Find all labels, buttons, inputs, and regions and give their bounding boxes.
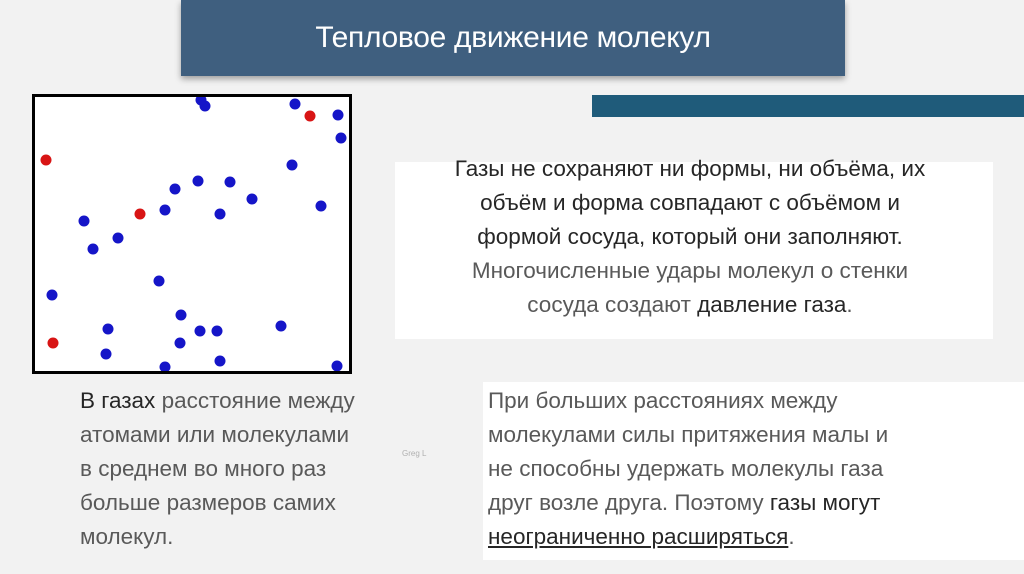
red-molecule xyxy=(135,209,146,220)
term-gases-can: газы могут xyxy=(769,490,881,515)
blue-molecule xyxy=(193,176,204,187)
red-molecule xyxy=(48,338,59,349)
p2-line1 xyxy=(80,384,410,418)
blue-molecule xyxy=(290,99,301,110)
blue-molecule xyxy=(170,184,181,195)
p2-line5: молекул. xyxy=(80,524,174,549)
p3-line4 xyxy=(488,486,1008,520)
blue-molecule xyxy=(336,133,347,144)
blue-molecule xyxy=(160,205,171,216)
p1-line5-prefix: сосуда создают xyxy=(527,292,698,317)
p1-line4: Многочисленные удары молекул о стенки xyxy=(471,258,909,283)
blue-molecule xyxy=(225,177,236,188)
blue-molecule xyxy=(79,216,90,227)
p2-line4: больше размеров самих xyxy=(80,490,336,515)
term-expand-unlimited: неограниченно расширяться xyxy=(488,524,789,549)
p1-line5-suffix: . xyxy=(846,292,853,317)
term-gas-pressure: давление газа xyxy=(697,292,847,317)
p3-line1: При больших расстояниях между xyxy=(488,388,838,413)
p1-line2: объём и форма совпадают с объёмом и xyxy=(480,190,900,215)
blue-molecule xyxy=(332,361,343,372)
p3-line2: молекулами силы притяжения малы и xyxy=(488,422,889,447)
blue-molecule xyxy=(215,356,226,367)
blue-molecule xyxy=(333,110,344,121)
p3-line5 xyxy=(488,520,1008,554)
watermark: Greg L xyxy=(402,449,427,458)
blue-molecule xyxy=(176,310,187,321)
term-in-gases: В газах xyxy=(80,388,156,413)
blue-molecule xyxy=(212,326,223,337)
blue-molecule xyxy=(113,233,124,244)
blue-molecule xyxy=(88,244,99,255)
p1-line5 xyxy=(400,288,980,322)
red-molecule xyxy=(305,111,316,122)
p2-line1-rest: расстояние между xyxy=(155,388,355,413)
blue-molecule xyxy=(195,326,206,337)
p3-line4-prefix: друг возле друга. Поэтому xyxy=(488,490,770,515)
blue-molecule xyxy=(154,276,165,287)
blue-molecule xyxy=(160,362,171,372)
blue-molecule xyxy=(316,201,327,212)
paragraph-gas-properties xyxy=(400,152,980,322)
paragraph-expansion xyxy=(488,384,1008,554)
blue-molecule xyxy=(276,321,287,332)
p1-line1: Газы не сохраняют ни формы, ни объёма, их xyxy=(454,156,926,181)
accent-bar xyxy=(592,95,1024,117)
page-title: Тепловое движение молекул xyxy=(315,21,711,54)
p3-line3: не способны удержать молекулы газа xyxy=(488,456,884,481)
blue-molecule xyxy=(215,209,226,220)
title-bar xyxy=(181,0,845,76)
paragraph-distance xyxy=(80,384,410,554)
blue-molecule xyxy=(101,349,112,360)
blue-molecule xyxy=(103,324,114,335)
p1-line3: формой сосуда, который они заполняют. xyxy=(477,224,903,249)
red-molecule xyxy=(41,155,52,166)
p2-line3: в среднем во много раз xyxy=(80,456,327,481)
blue-molecule xyxy=(175,338,186,349)
blue-molecule xyxy=(47,290,58,301)
blue-molecule xyxy=(247,194,258,205)
molecules-in-vessel-icon xyxy=(35,97,349,371)
p2-line2: атомами или молекулами xyxy=(80,422,350,447)
blue-molecule xyxy=(287,160,298,171)
gas-vessel-illustration xyxy=(32,94,352,374)
p3-line5-suffix: . xyxy=(788,524,795,549)
